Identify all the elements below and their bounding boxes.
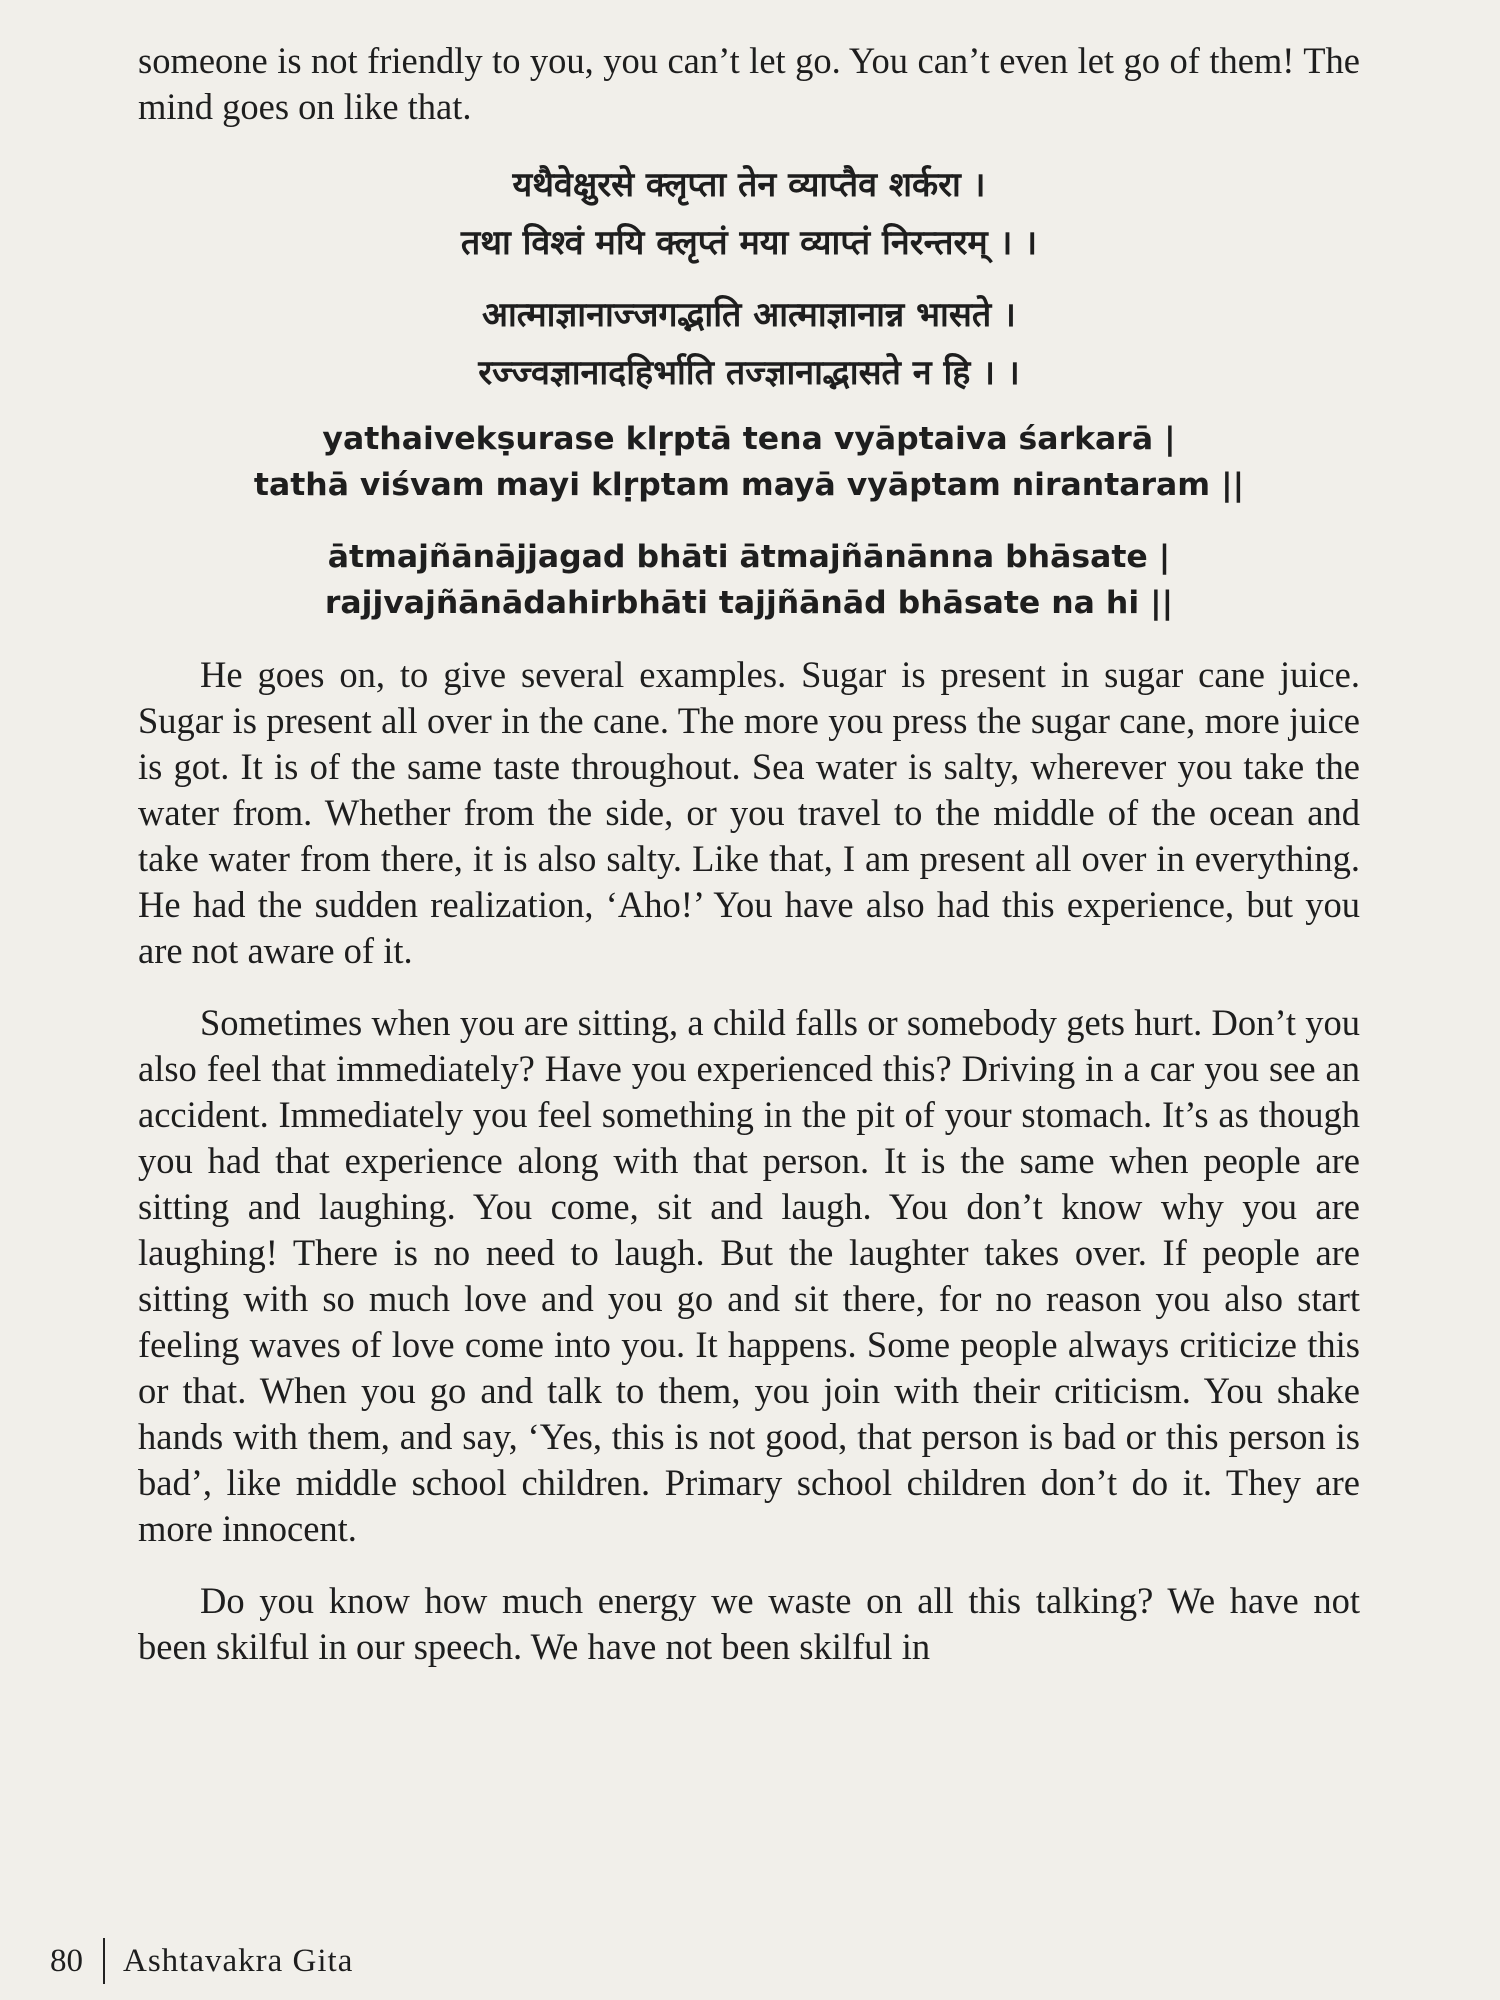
body-paragraph: He goes on, to give several examples. Sugar is present in sugar cane juice. Sugar is present all over in the cane. The more you press the sugar cane, more juice is got. It is of the same taste throughout. Sea water is salty, wherever you take the water from. Whether from the side, or you travel to the middle of the ocean and take water from there, it is also salty. Like that, I am present all over in everything. He had the sudden realization, ‘Aho!’ You have also had this experience, but you are not aware of it. [138, 654, 1360, 971]
verse-line: rajjvajñānādahirbhāti tajjñānād bhāsate na hi || [324, 585, 1174, 621]
verse-2-devanagari [138, 286, 1360, 402]
verse-line: ātmajñānājjagad bhāti ātmajñānānna bhāsate | [327, 539, 1171, 575]
verse-line: आत्माज्ञानाज्जगद्भाति आत्माज्ञानान्न भासते । [482, 295, 1016, 335]
body-paragraph: Do you know how much energy we waste on all this talking? We have not been skilful in our speech. We have not been skilful in [138, 1580, 1360, 1667]
verse-line: रज्ज्वज्ञानादहिर्भाति तज्ज्ञानाद्भासते न हि । । [478, 353, 1020, 393]
verse-line: यथैवेक्षुरसे क्लृप्ता तेन व्याप्तैव शर्करा । [512, 165, 986, 205]
page-body [138, 38, 1360, 1670]
page-number: 80 [50, 1942, 83, 1979]
verse-line: tathā viśvam mayi klṛptam mayā vyāptam nirantaram || [253, 467, 1245, 503]
top-paragraph: someone is not friendly to you, you can’t let go. You can’t even let go of them! The mind goes on like that. [138, 40, 1360, 127]
page-footer [50, 1936, 353, 1986]
running-title: Ashtavakra Gita [123, 1942, 354, 1979]
footer-divider [103, 1938, 105, 1984]
verse-line: तथा विश्वं मयि क्लृप्तं मया व्याप्तं निरन्तरम् । । [460, 223, 1038, 263]
verse-2-transliteration [138, 534, 1360, 626]
body-paragraph: Sometimes when you are sitting, a child falls or somebody gets hurt. Don’t you also feel that immediately? Have you experienced this? Driving in a car you see an accident. Immediately you feel something in the pit of your stomach. It’s as though you had that experience along with that person. It is the same when people are sitting and laughing. You come, sit and laugh. You don’t know why you are laughing! There is no need to laugh. But the laughter takes over. If people are sitting with so much love and you go and sit there, for no reason you also start feeling waves of love come into you. It happens. Some people always criticize this or that. When you go and talk to them, you join with their criticism. You shake hands with them, and say, ‘Yes, this is not good, that person is bad or this person is bad’, like middle school children. Primary school children don’t do it. They are more innocent. [138, 1002, 1360, 1549]
verse-line: yathaivekṣurase klṛptā tena vyāptaiva śarkarā | [322, 421, 1176, 457]
verse-1-transliteration [138, 416, 1360, 508]
verse-1-devanagari [138, 156, 1360, 272]
